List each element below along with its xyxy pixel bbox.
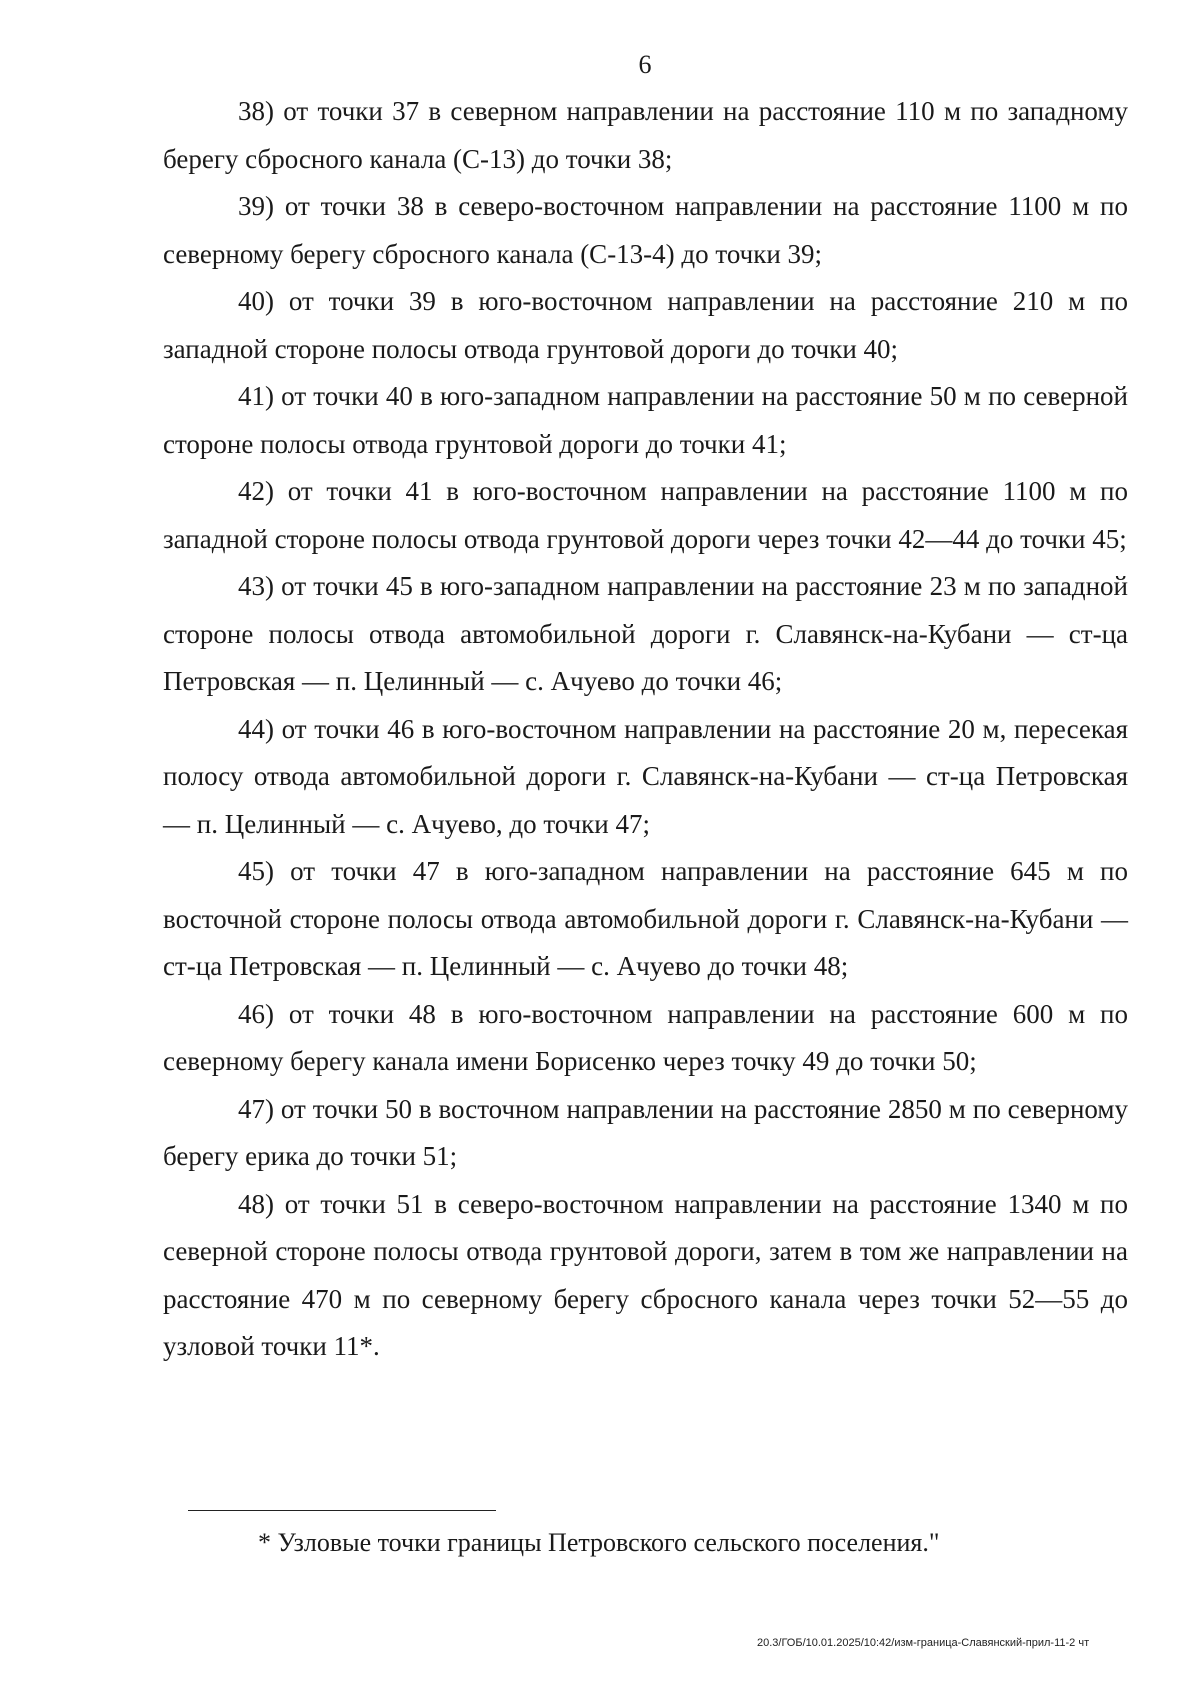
paragraph-39: 39) от точки 38 в северо-восточном направлении на расстояние 1100 м по северному берегу сбросного канала (С-13-4) до точки 39; bbox=[163, 191, 1128, 269]
paragraph-47: 47) от точки 50 в восточном направлении на расстояние 2850 м по северному берегу ерика до точки 51; bbox=[163, 1093, 1128, 1171]
paragraph-42: 42) от точки 41 в юго-восточном направлении на расстояние 1100 м по западной стороне полосы отвода грунтовой дороги через точки 42—44 до точки 45; bbox=[163, 476, 1128, 554]
paragraph-48: 48) от точки 51 в северо-восточном направлении на расстояние 1340 м по северной стороне полосы отвода грунтовой дороги, затем в том же направлении на расстояние 470 м по северному берегу сбросного канала через точки 52—55 до узловой точки 11*. bbox=[163, 1188, 1128, 1361]
document-code: 20.3/ГОБ/10.01.2025/10:42/изм-граница-Славянский-прил-11-2 чт bbox=[757, 1637, 1090, 1649]
footnote: * Узловые точки границы Петровского сельского поселения." bbox=[258, 1528, 940, 1557]
paragraph-44: 44) от точки 46 в юго-восточном направлении на расстояние 20 м, пересекая полосу отвода автомобильной дороги г. Славянск-на-Кубани — ст-ца Петровская — п. Целинный — с. Ачуево, до точки 47; bbox=[163, 713, 1128, 839]
page-number: 6 bbox=[638, 50, 652, 79]
paragraph-41: 41) от точки 40 в юго-западном направлении на расстояние 50 м по северной стороне полосы отвода грунтовой дороги до точки 41; bbox=[163, 381, 1128, 459]
paragraph-45: 45) от точки 47 в юго-западном направлении на расстояние 645 м по восточной стороне полосы отвода автомобильной дороги г. Славянск-на-Кубани — ст-ца Петровская — п. Целинный — с. Ачуево до точки 48; bbox=[163, 856, 1128, 981]
paragraph-43: 43) от точки 45 в юго-западном направлении на расстояние 23 м по западной стороне полосы отвода автомобильной дороги г. Славянск-на-Кубани — ст-ца Петровская — п. Целинный — с. Ачуево до точки 46; bbox=[163, 571, 1128, 696]
paragraph-38: 38) от точки 37 в северном направлении на расстояние 110 м по западному берегу сбросного канала (С-13) до точки 38; bbox=[163, 96, 1128, 174]
document-body bbox=[163, 88, 1128, 1371]
paragraph-40: 40) от точки 39 в юго-восточном направлении на расстояние 210 м по западной стороне полосы отвода грунтовой дороги до точки 40; bbox=[163, 286, 1128, 364]
paragraph-46: 46) от точки 48 в юго-восточном направлении на расстояние 600 м по северному берегу канала имени Борисенко через точку 49 до точки 50; bbox=[163, 998, 1128, 1076]
footnote-divider bbox=[188, 1510, 496, 1511]
